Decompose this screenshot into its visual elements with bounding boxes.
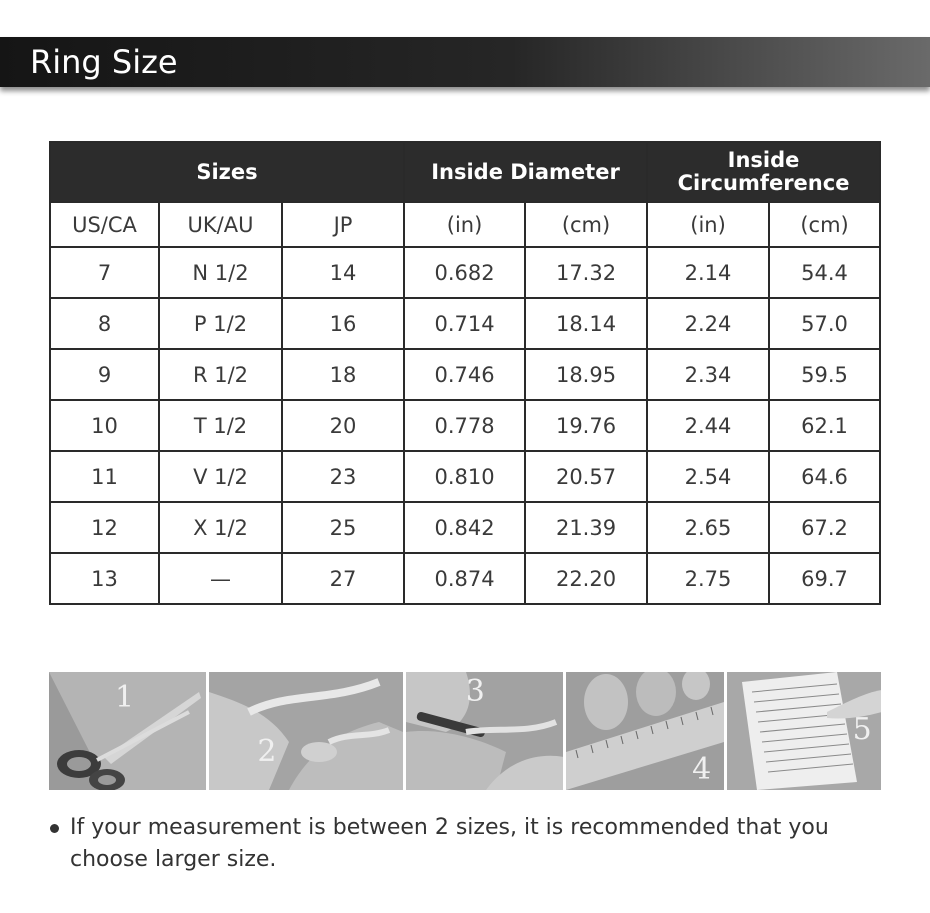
- cell-uk-au: N 1/2: [159, 247, 282, 298]
- note-text: If your measurement is between 2 sizes, it is recommended that you choose larger size.: [70, 815, 829, 872]
- cell-circumference-in: 2.14: [647, 247, 769, 298]
- cell-circumference-in: 2.54: [647, 451, 769, 502]
- wrap-finger-icon: [209, 672, 402, 790]
- col-header-circumference-cm: (cm): [769, 202, 880, 247]
- cell-circumference-cm: 57.0: [769, 298, 880, 349]
- page-title: Ring Size: [30, 43, 178, 81]
- cell-circumference-cm: 59.5: [769, 349, 880, 400]
- cell-us-ca: 13: [50, 553, 159, 604]
- cell-diameter-in: 0.714: [404, 298, 525, 349]
- cell-circumference-cm: 69.7: [769, 553, 880, 604]
- cell-diameter-cm: 18.14: [525, 298, 647, 349]
- col-header-jp: JP: [282, 202, 404, 247]
- cell-diameter-in: 0.746: [404, 349, 525, 400]
- cell-diameter-cm: 18.95: [525, 349, 647, 400]
- table-row: [50, 400, 880, 451]
- step-number: 4: [692, 752, 712, 787]
- cell-diameter-cm: 22.20: [525, 553, 647, 604]
- group-header-row: [50, 142, 880, 202]
- step-number: 5: [852, 712, 872, 747]
- ring-size-table: [49, 141, 881, 605]
- cell-jp: 23: [282, 451, 404, 502]
- table-row: [50, 553, 880, 604]
- cell-uk-au: T 1/2: [159, 400, 282, 451]
- sizes-header: Sizes: [50, 142, 404, 202]
- cell-diameter-in: 0.874: [404, 553, 525, 604]
- col-header-diameter-in: (in): [404, 202, 525, 247]
- cell-us-ca: 12: [50, 502, 159, 553]
- cell-diameter-cm: 20.57: [525, 451, 647, 502]
- cell-jp: 27: [282, 553, 404, 604]
- cell-circumference-in: 2.44: [647, 400, 769, 451]
- cell-us-ca: 9: [50, 349, 159, 400]
- cell-circumference-cm: 54.4: [769, 247, 880, 298]
- step-3-photo: [406, 672, 563, 790]
- cell-circumference-in: 2.65: [647, 502, 769, 553]
- step-4-photo: [566, 672, 723, 790]
- cell-circumference-in: 2.24: [647, 298, 769, 349]
- cell-diameter-cm: 19.76: [525, 400, 647, 451]
- cell-us-ca: 11: [50, 451, 159, 502]
- step-number: 3: [465, 674, 485, 709]
- cell-uk-au: R 1/2: [159, 349, 282, 400]
- cell-diameter-in: 0.682: [404, 247, 525, 298]
- cell-diameter-in: 0.778: [404, 400, 525, 451]
- step-number: 1: [115, 680, 135, 715]
- cell-uk-au: X 1/2: [159, 502, 282, 553]
- col-header-uk-au: UK/AU: [159, 202, 282, 247]
- step-2-photo: [209, 672, 402, 790]
- col-header-diameter-cm: (cm): [525, 202, 647, 247]
- cell-us-ca: 7: [50, 247, 159, 298]
- step-5-photo: [727, 672, 881, 790]
- cell-jp: 16: [282, 298, 404, 349]
- cell-jp: 25: [282, 502, 404, 553]
- cell-jp: 20: [282, 400, 404, 451]
- step-1-photo: [49, 672, 206, 790]
- cell-us-ca: 10: [50, 400, 159, 451]
- cell-circumference-in: 2.34: [647, 349, 769, 400]
- inside-diameter-header: Inside Diameter: [404, 142, 647, 202]
- cell-uk-au: P 1/2: [159, 298, 282, 349]
- size-note: [50, 812, 890, 876]
- cell-circumference-cm: 67.2: [769, 502, 880, 553]
- step-number: 2: [257, 734, 277, 769]
- table-row: [50, 502, 880, 553]
- table-row: [50, 451, 880, 502]
- col-header-us-ca: US/CA: [50, 202, 159, 247]
- sub-header-row: [50, 202, 880, 247]
- cell-jp: 18: [282, 349, 404, 400]
- table-row: [50, 349, 880, 400]
- table-row: [50, 247, 880, 298]
- cell-diameter-cm: 21.39: [525, 502, 647, 553]
- cell-uk-au: —: [159, 553, 282, 604]
- table-row: [50, 298, 880, 349]
- cell-circumference-in: 2.75: [647, 553, 769, 604]
- cell-diameter-in: 0.810: [404, 451, 525, 502]
- cell-circumference-cm: 62.1: [769, 400, 880, 451]
- measurement-steps: [49, 672, 881, 790]
- cell-jp: 14: [282, 247, 404, 298]
- cell-us-ca: 8: [50, 298, 159, 349]
- col-header-circumference-in: (in): [647, 202, 769, 247]
- cell-diameter-cm: 17.32: [525, 247, 647, 298]
- bullet-icon: [50, 824, 59, 833]
- inside-circumference-header: Inside Circumference: [647, 142, 880, 202]
- cell-uk-au: V 1/2: [159, 451, 282, 502]
- cell-circumference-cm: 64.6: [769, 451, 880, 502]
- cell-diameter-in: 0.842: [404, 502, 525, 553]
